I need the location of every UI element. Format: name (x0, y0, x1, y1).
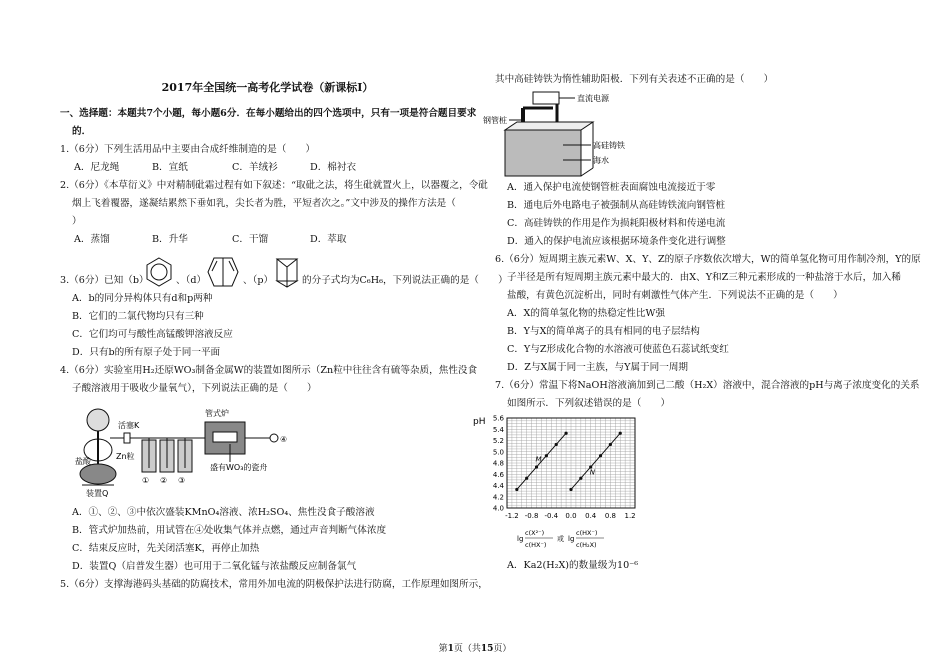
x-label-num1: c(X²⁻) (525, 529, 545, 537)
x-tick-label: 0.4 (585, 512, 597, 520)
section-heading-line2: 的． (72, 126, 92, 137)
y-tick-label: 5.2 (492, 437, 504, 445)
y-tick-label: 4.0 (492, 504, 504, 513)
q5-line1: 5.（6分）支撑海港码头基础的防腐技术，常用外加电流的阴极保护法进行防腐，工作原理如图所示， (60, 579, 488, 590)
zn-label: Zn粒 (116, 452, 135, 461)
valve-label: 活塞K (118, 421, 140, 430)
q2-option-c: C．干馏 (232, 234, 269, 245)
q6-option-b: B．Y与X的简单离子的具有相同的电子层结构 (507, 326, 700, 337)
x-tick-label: 0.0 (565, 512, 577, 520)
x-label-num2: c(HX⁻) (576, 529, 598, 537)
series-annotation-N: N (589, 468, 595, 477)
q2-option-d: D．萃取 (310, 234, 347, 245)
q4-line2: 子酸溶液用于吸收少量氧气），下列说法正确的是（ ） (72, 383, 317, 394)
q3-suffix: 的分子式均为C₆H₆，下列说法正确的是（ ） (302, 275, 508, 286)
x-tick-label: -0.8 (524, 512, 539, 520)
data-point-M (545, 454, 548, 457)
x-label-den2: c(H₂X) (576, 541, 597, 549)
y-tick-label: 4.6 (492, 470, 504, 479)
x-label-lg2: lg (568, 535, 575, 543)
footer-suffix: 页） (493, 644, 512, 654)
data-point-M (535, 465, 538, 468)
q5-option-c: C．高硅铸铁的作用是作为损耗阳极材料和传递电流 (507, 218, 726, 229)
q3-option-b: B．它们的二氯代物均只有三种 (72, 311, 204, 322)
q6-line1: 6.（6分）短周期主族元素W、X、Y、Z的原子序数依次增大，W的简单氢化物可用作制冷剂，Y的原 (495, 254, 921, 265)
q2-line2: 烟上飞着覆器，遂凝结累然下垂如乳，尖长者为胜，平短者次之。”文中涉及的操作方法是（ (72, 198, 456, 209)
page-footer (0, 641, 950, 654)
q3-mid2: 、（p） (243, 275, 274, 286)
data-point-M (555, 443, 558, 446)
q3-prefix: 3.（6分）已知（b） (60, 275, 149, 286)
power-label: 直流电源 (577, 94, 609, 103)
x-tick-label: -1.2 (505, 512, 519, 520)
q3-option-a: A．b的同分异构体只有d和p两种 (72, 293, 213, 304)
page-title: 2017年全国统一高考化学试卷（新课标Ⅰ） (161, 81, 374, 94)
q6-line3: 盐酸，有黄色沉淀析出，同时有刺激性气体产生．下列说法不正确的是（ ） (507, 290, 843, 301)
q6-option-a: A．X的简单氢化物的热稳定性比W强 (507, 308, 665, 319)
y-tick-label: 4.2 (492, 493, 504, 502)
y-axis-label: pH (473, 417, 486, 427)
prismane-structure-p (273, 255, 301, 289)
mark-1: ① (142, 476, 150, 485)
q2-line1: 2.（6分）《本草衍义》中对精制砒霜过程有如下叙述：“取砒之法，将生砒就置火上，以器覆之，令砒 (60, 180, 488, 191)
q4-option-b: B．管式炉加热前，用试管在④处收集气体并点燃，通过声音判断气体浓度 (72, 525, 387, 536)
y-tick-label: 4.4 (492, 482, 504, 490)
device-q-label: 装置Q (86, 489, 109, 498)
q4-option-d: D．装置Q（启普发生器）也可用于二氧化锰与浓盐酸反应制备氯气 (72, 561, 357, 572)
data-point-N (579, 477, 582, 480)
y-tick-label: 4.8 (492, 459, 504, 468)
footer-mid: 页（共 (453, 644, 481, 654)
x-label-den1: c(HX⁻) (525, 541, 547, 549)
q5-option-d: D．通入的保护电流应该根据环境条件变化进行调整 (507, 236, 726, 247)
series-annotation-M: M (535, 455, 542, 464)
q3-option-c: C．它们均可与酸性高锰酸钾溶液反应 (72, 329, 233, 340)
data-point-N (619, 432, 622, 435)
pile-label: 钢管桩 (483, 116, 507, 125)
q2-line3: ） (72, 216, 82, 227)
q3-mid1: 、（d） (176, 275, 207, 286)
footer-page-number: 1 (447, 644, 454, 654)
mark-3: ③ (178, 476, 186, 485)
mark-2: ② (160, 476, 168, 485)
q5-cathodic-protection-figure (483, 90, 633, 182)
q2-option-b: B．升华 (152, 234, 188, 245)
q7-line1: 7.（6分）常温下将NaOH溶液滴加到己二酸（H₂X）溶液中，混合溶液的pH与离子浓度变化的关系 (495, 380, 920, 391)
dewar-benzene-structure-d (205, 255, 241, 289)
y-tick-label: 5.4 (492, 425, 504, 434)
x-axis-label (517, 529, 604, 549)
q4-apparatus-figure (60, 398, 300, 498)
data-point-N (569, 488, 572, 491)
y-tick-label: 5.6 (492, 414, 504, 423)
y-tick-label: 5.0 (492, 448, 504, 457)
furnace-label: 管式炉 (205, 409, 229, 418)
q1-stem: 1.（6分）下列生活用品中主要由合成纤维制造的是（ ） (60, 144, 316, 155)
q7-line2: 如图所示．下列叙述错误的是（ ） (507, 398, 671, 409)
chart-grid (507, 418, 635, 508)
q4-line1: 4.（6分）实验室用H₂还原WO₃制备金属W的装置如图所示（Zn粒中往往含有硫等杂质，焦性没食 (60, 365, 478, 376)
boat-label: 盛有WO₃的瓷舟 (210, 463, 268, 472)
mark-4: ④ (280, 435, 288, 444)
sea-label: 海水 (593, 156, 609, 165)
q5-option-b: B．通电后外电路电子被强制从高硅铸铁流向钢管桩 (507, 200, 726, 211)
q6-line2: 子半径是所有短周期主族元素中最大的．由X、Y和Z三种元素形成的一种盐溶于水后，加入稀 (507, 272, 901, 283)
q7-ph-chart (473, 410, 648, 555)
footer-prefix: 第 (438, 644, 448, 654)
q4-option-c: C．结束反应时，先关闭活塞K，再停止加热 (72, 543, 260, 554)
x-tick-label: -0.4 (544, 512, 559, 520)
footer-total-pages: 15 (480, 644, 494, 654)
q5-option-a: A．通入保护电流使钢管桩表面腐蚀电流接近于零 (507, 182, 716, 193)
x-tick-label: 0.8 (604, 512, 616, 520)
q1-option-b: B．宣纸 (152, 162, 188, 173)
data-point-N (609, 443, 612, 446)
data-point-M (515, 488, 518, 491)
q4-option-a: A．①、②、③中依次盛装KMnO₄溶液、浓H₂SO₄、焦性没食子酸溶液 (72, 507, 375, 518)
q6-option-c: C．Y与Z形成化合物的水溶液可使蓝色石蕊试纸变红 (507, 344, 729, 355)
q2-option-a: A．蒸馏 (74, 234, 110, 245)
q5-line2: 其中高硅铸铁为惰性辅助阳极．下列有关表述不正确的是（ ） (495, 74, 774, 85)
q1-option-d: D．棉衬衣 (310, 162, 357, 173)
x-tick-label: 1.2 (624, 512, 636, 520)
anode-label: 高硅铸铁 (593, 141, 625, 150)
data-point-M (525, 477, 528, 480)
x-label-or: 或 (557, 535, 564, 543)
acid-label: 盐酸 (75, 457, 91, 466)
q6-option-d: D．Z与X属于同一主族，与Y属于同一周期 (507, 362, 689, 373)
q7-option-a: A．Ka2(H₂X)的数量级为10⁻⁶ (507, 560, 639, 571)
q1-option-c: C．羊绒衫 (232, 162, 278, 173)
x-label-lg1: lg (517, 535, 524, 543)
data-point-N (599, 454, 602, 457)
q1-option-a: A．尼龙绳 (74, 162, 120, 173)
section-heading-line1: 一、选择题：本题共7个小题，每小题6分．在每小题给出的四个选项中，只有一项是符合题目要求 (60, 108, 477, 119)
q3-option-d: D．只有b的所有原子处于同一平面 (72, 347, 221, 358)
benzene-structure-b (144, 255, 174, 289)
data-point-M (564, 432, 567, 435)
